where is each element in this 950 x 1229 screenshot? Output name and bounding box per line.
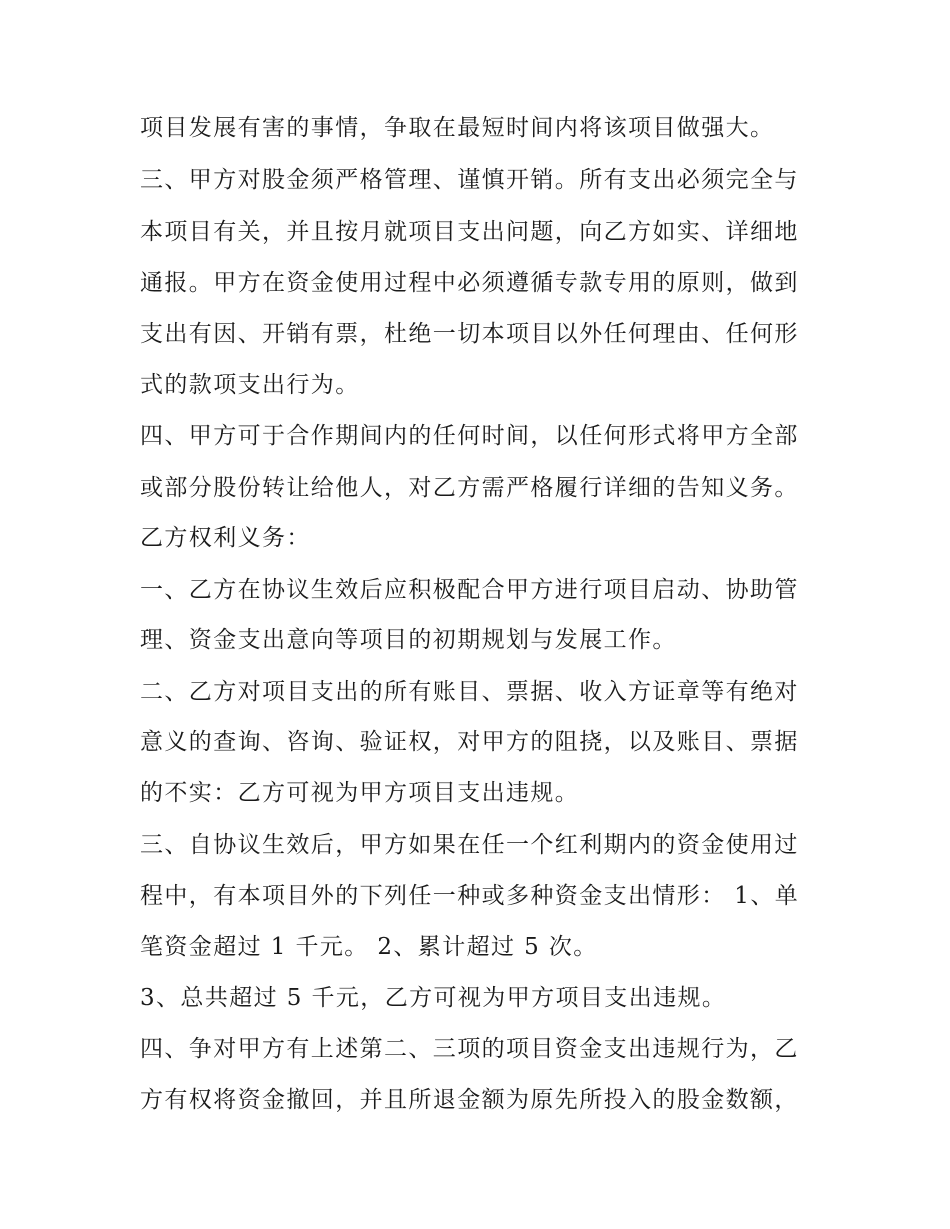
text-line-10: 一、乙方在协议生效后应积极配合甲方进行项目启动、协助管 — [140, 577, 799, 603]
text-line-8: 或部分股份转让给他人，对乙方需严格履行详细的告知义务。 — [140, 475, 799, 501]
section-heading-party-b: 乙方权利义务： — [140, 525, 311, 551]
text-line-6: 式的款项支出行为。 — [140, 372, 360, 398]
text-line-14: 的不实：乙方可视为甲方项目支出违规。 — [140, 780, 580, 806]
text-line-2: 三、甲方对股金须严格管理、谨慎开销。所有支出必须完全与 — [140, 167, 799, 193]
text-line-15: 三、自协议生效后，甲方如果在任一个红利期内的资金使用过 — [140, 832, 799, 858]
text-line-20: 方有权将资金撤回，并且所退金额为原先所投入的股金数额， — [140, 1087, 799, 1113]
text-line-7: 四、甲方可于合作期间内的任何时间，以任何形式将甲方全部 — [140, 423, 799, 449]
text-line-17: 笔资金超过 1 千元。 2、累计超过 5 次。 — [140, 934, 598, 960]
text-line-3: 本项目有关，并且按月就项目支出问题，向乙方如实、详细地 — [140, 219, 799, 245]
text-line-19: 四、争对甲方有上述第二、三项的项目资金支出违规行为，乙 — [140, 1036, 799, 1062]
text-line-11: 理、资金支出意向等项目的初期规划与发展工作。 — [140, 627, 677, 653]
text-line-18: 3、总共超过 5 千元，乙方可视为甲方项目支出违规。 — [140, 985, 727, 1011]
text-line-13: 意义的查询、咨询、验证权，对甲方的阻挠，以及账目、票据 — [140, 729, 799, 755]
text-line-5: 支出有因、开销有票，杜绝一切本项目以外任何理由、任何形 — [140, 321, 799, 347]
text-line-16: 程中，有本项目外的下列任一种或多种资金支出情形： 1、单 — [140, 883, 800, 909]
text-line-4: 通报。甲方在资金使用过程中必须遵循专款专用的原则，做到 — [140, 270, 799, 296]
text-line-1: 项目发展有害的事情，争取在最短时间内将该项目做强大。 — [140, 115, 775, 141]
text-line-12: 二、乙方对项目支出的所有账目、票据、收入方证章等有绝对 — [140, 679, 799, 705]
